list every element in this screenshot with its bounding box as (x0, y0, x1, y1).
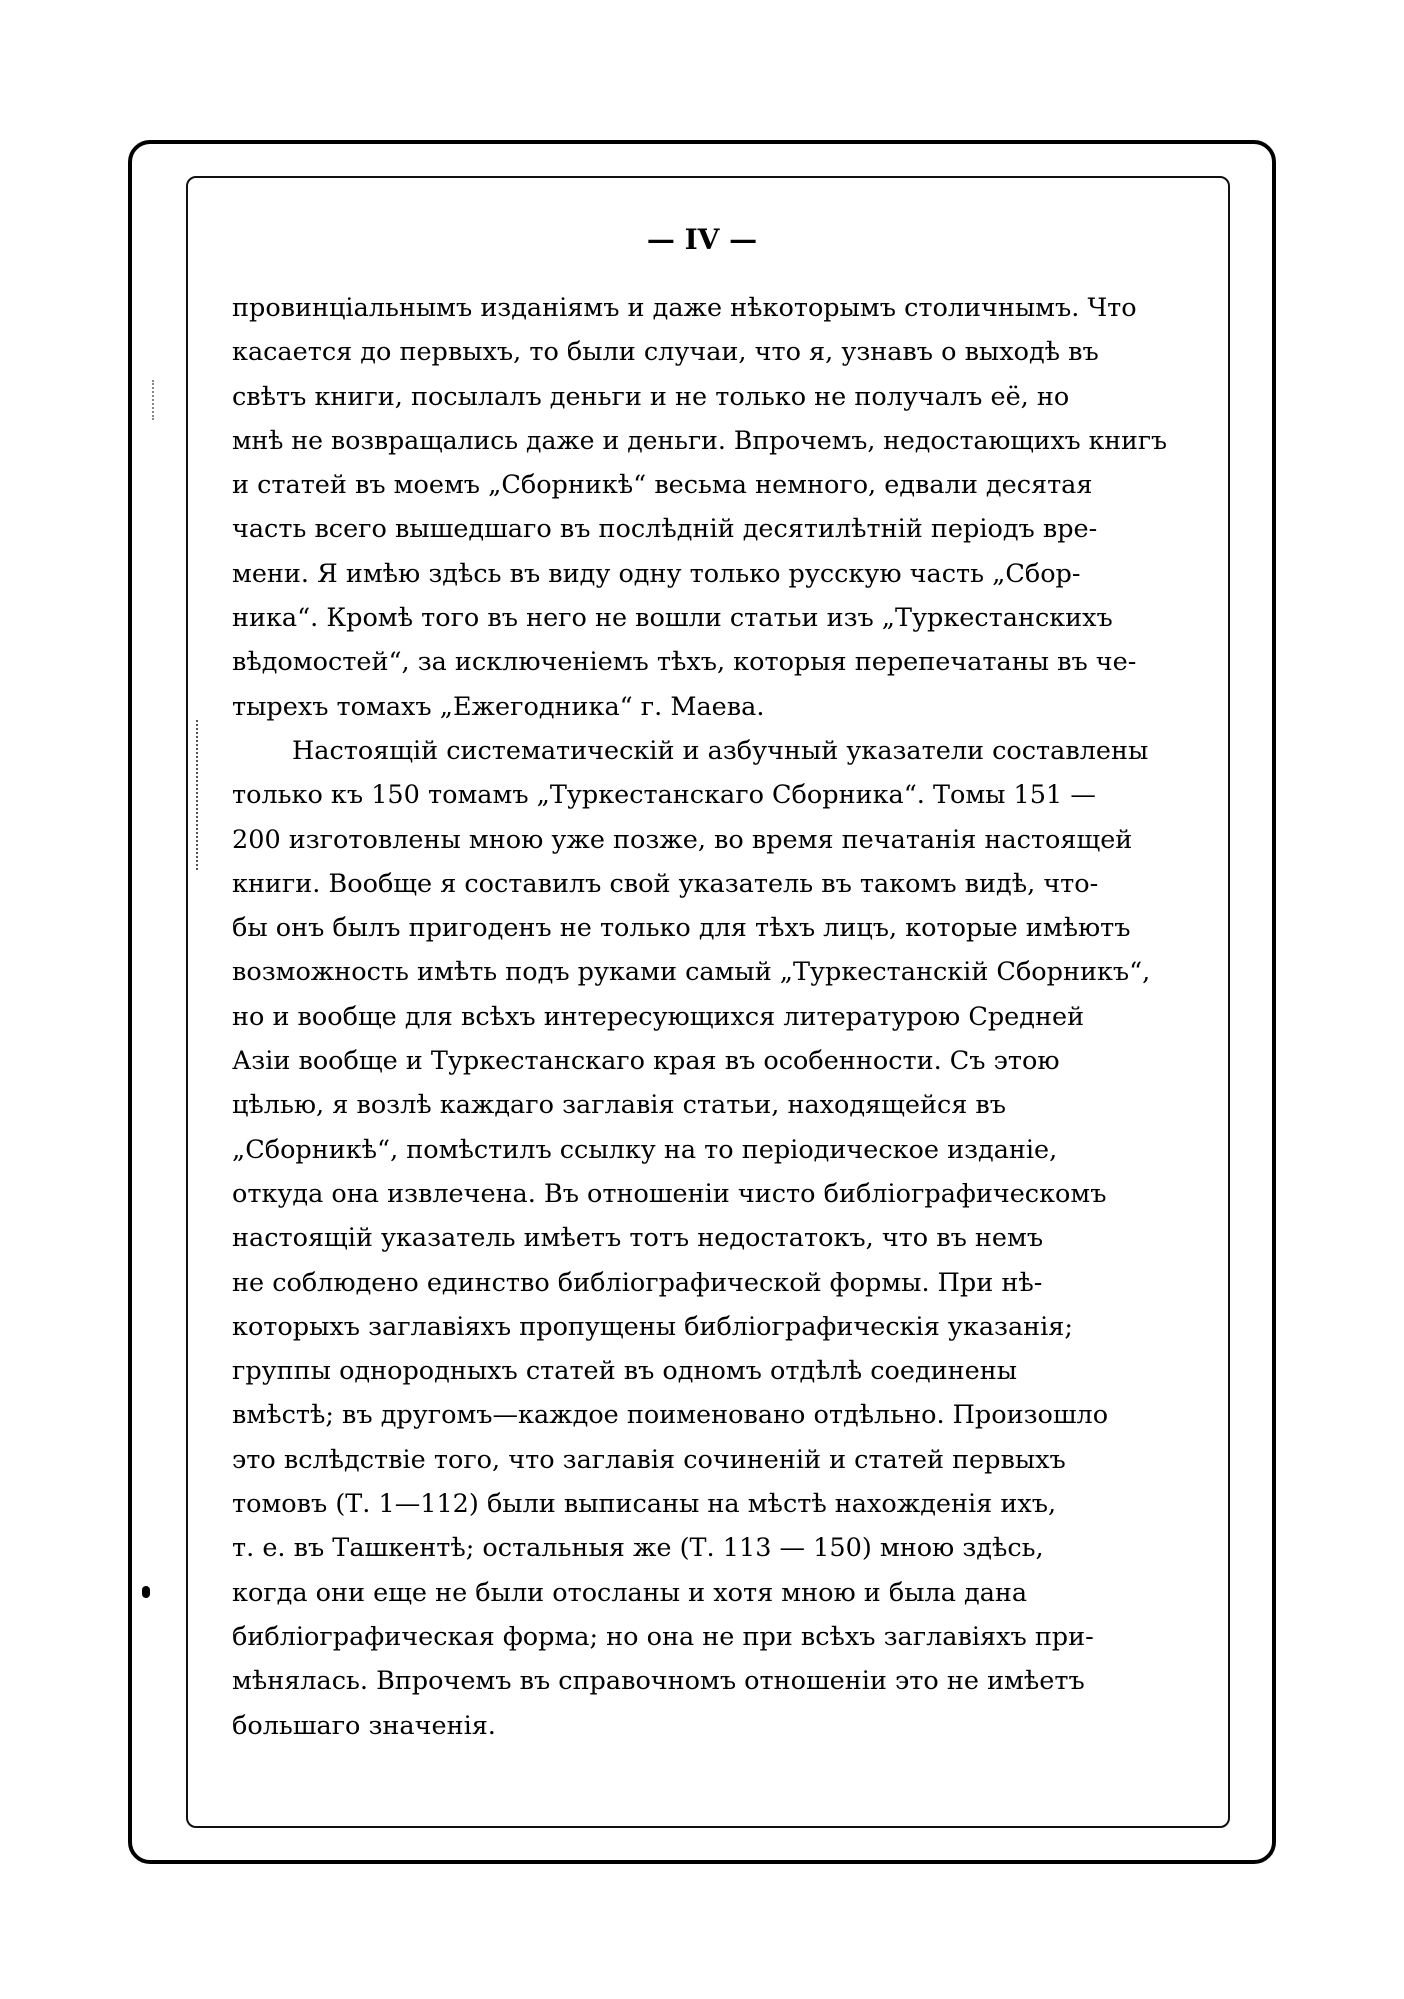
text-line: свѣтъ книги, посылалъ деньги и не только не получалъ её, но (232, 381, 1070, 412)
paragraph-2 (232, 729, 1167, 1748)
text-line: вмѣстѣ; въ другомъ—каждое поименовано отдѣльно. Произошло (232, 1400, 1109, 1431)
text-line: когда они еще не были отосланы и хотя мною и была дана (232, 1577, 1028, 1608)
text-line: 200 изготовлены мною уже позже, во время печатанія настоящей (232, 824, 1133, 855)
text-line: библіографическая форма; но она не при всѣхъ заглавіяхъ при- (232, 1621, 1094, 1652)
text-line: томовъ (Т. 1—112) были выписаны на мѣстѣ нахожденія ихъ, (232, 1489, 1057, 1520)
text-line: мѣнялась. Впрочемъ въ справочномъ отношеніи это не имѣетъ (232, 1666, 1085, 1697)
margin-pencil-marks (196, 720, 208, 870)
text-line: тырехъ томахъ „Ежегодника“ г. Маева. (232, 691, 765, 722)
text-line: которыхъ заглавіяхъ пропущены библіографическія указанія; (232, 1311, 1073, 1342)
text-line: провинціальнымъ изданіямъ и даже нѣкоторымъ столичнымъ. Что (232, 293, 1137, 323)
text-line: часть всего вышедшаго въ послѣдній десятилѣтній періодъ вре- (232, 514, 1098, 545)
text-line: но и вообще для всѣхъ интересующихся литературою Средней (232, 1001, 1085, 1032)
margin-ink-dot (142, 1586, 150, 1598)
text-line: настоящій указатель имѣетъ тотъ недостатокъ, что въ немъ (232, 1223, 1044, 1254)
margin-dots (152, 380, 156, 420)
text-line: мени. Я имѣю здѣсь въ виду одну только русскую часть „Сбор- (232, 558, 1081, 589)
text-line: т. е. въ Ташкентѣ; остальныя же (Т. 113 — 150) мною здѣсь, (232, 1533, 1044, 1564)
text-line: откуда она извлечена. Въ отношеніи чисто библіографическомъ (232, 1178, 1107, 1209)
page-body (232, 286, 1167, 1748)
text-line: книги. Вообще я составилъ свой указатель въ такомъ видѣ, что- (232, 868, 1099, 899)
page-number: — IV — (646, 223, 758, 256)
text-line: касается до первыхъ, то были случаи, что я, узнавъ о выходѣ въ (232, 337, 1099, 368)
text-line: возможность имѣть подъ руками самый „Туркестанскій Сборникъ“, (232, 957, 1151, 988)
text-line: Азіи вообще и Туркестанскаго края въ особенности. Съ этою (232, 1046, 1060, 1077)
text-line: группы однородныхъ статей въ одномъ отдѣлѣ соединены (232, 1356, 1018, 1387)
text-line: только къ 150 томамъ „Туркестанскаго Сборника“. Томы 151 — (232, 780, 1096, 811)
text-line: и статей въ моемъ „Сборникѣ“ весьма немного, едвали десятая (232, 470, 1093, 501)
paragraph-1 (232, 286, 1167, 729)
text-line: большаго значенія. (232, 1710, 496, 1741)
text-line: вѣдомостей“, за исключеніемъ тѣхъ, которыя перепечатаны въ че- (232, 647, 1137, 678)
text-line: Настоящій систематическій и азбучный указатели составлены (292, 735, 1149, 766)
text-line: это вслѣдствіе того, что заглавія сочиненій и статей первыхъ (232, 1444, 1066, 1475)
text-line: бы онъ былъ пригоденъ не только для тѣхъ лицъ, которые имѣютъ (232, 913, 1131, 944)
text-line: „Сборникѣ“, помѣстилъ ссылку на то періодическое изданіе, (232, 1134, 1058, 1165)
text-line: мнѣ не возвращались даже и деньги. Впрочемъ, недостающихъ книгъ (232, 425, 1167, 456)
text-line: не соблюдено единство библіографической формы. При нѣ- (232, 1267, 1043, 1298)
text-line: ника“. Кромѣ того въ него не вошли статьи изъ „Туркестанскихъ (232, 603, 1113, 634)
text-line: цѣлью, я возлѣ каждаго заглавія статьи, находящейся въ (232, 1090, 1007, 1121)
